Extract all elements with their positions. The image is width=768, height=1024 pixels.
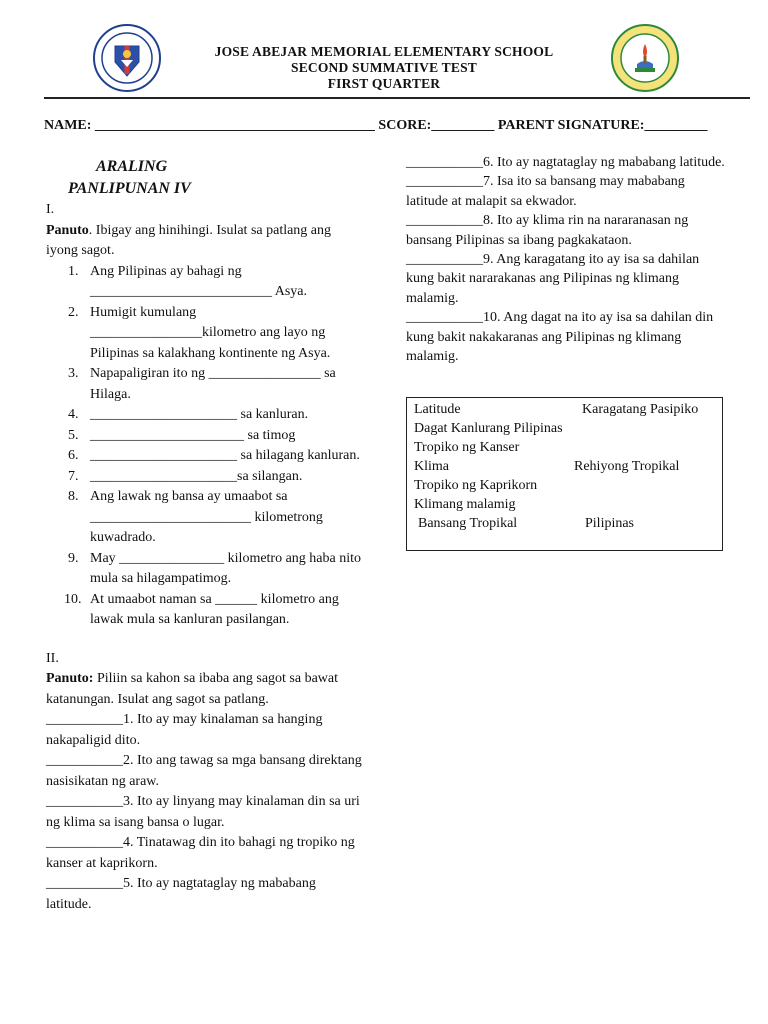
instructions-text: . Ibigay ang hinihingi. Isulat sa patlang ang iyong sagot. bbox=[46, 222, 332, 258]
part-2-instructions bbox=[46, 669, 364, 710]
answer-choice: Dagat Kanlurang Pilipinas bbox=[414, 421, 563, 436]
list-item: 8. Ang lawak ng bansa ay umaabot sa _______________________ kilometrong kuwadrado. bbox=[68, 489, 323, 545]
subject-title bbox=[46, 156, 364, 200]
question-item: ___________9. Ang karagatang ito ay isa sa dahilan kung bakit nararakanas ang Pilipinas ng klimang malamig. bbox=[406, 252, 700, 306]
subject-line-1: ARALING bbox=[96, 158, 168, 175]
part-1-list bbox=[46, 262, 364, 631]
list-item: 5. ______________________ sa timog bbox=[68, 427, 296, 443]
answer-choice: Tropiko ng Kanser bbox=[414, 440, 520, 455]
question-item: ___________10. Ang dagat na ito ay isa sa dahilan din kung bakit nakakaranas ang Pilipinas ng klimang malamig. bbox=[406, 310, 714, 365]
subject-line-2: PANLIPUNAN IV bbox=[68, 180, 191, 197]
answer-choice: Pilipinas bbox=[585, 516, 635, 531]
part-1-instructions bbox=[46, 221, 364, 262]
question-item: ___________2. Ito ang tawag sa mga bansang direktang nasisikatan ng araw. bbox=[46, 753, 362, 789]
header-divider bbox=[44, 97, 750, 99]
question-item: ___________8. Ito ay klima rin na nararanasan ng bansang Pilipinas sa ibang pagkakataon. bbox=[406, 213, 689, 248]
list-item: 10. At umaabot naman sa ______ kilometro ang lawak mula sa kanluran pasilangan. bbox=[64, 591, 339, 627]
document-header bbox=[0, 0, 768, 100]
answer-choice: Tropiko ng Kaprikorn bbox=[414, 478, 538, 493]
list-item: 3. Napapaligiran ito ng ________________ sa Hilaga. bbox=[68, 366, 336, 402]
answer-choice: Karagatang Pasipiko bbox=[582, 402, 699, 417]
list-item: 1. Ang Pilipinas ay bahagi ng __________________________ Asya. bbox=[68, 263, 307, 299]
question-item: ___________3. Ito ay linyang may kinalaman din sa uri ng klima sa isang bansa o lugar. bbox=[46, 794, 360, 830]
list-item: 2. Humigit kumulang ________________kilometro ang layo ng Pilipinas sa kalakhang kontinente ng Asya. bbox=[68, 304, 331, 361]
list-item: 6. _____________________ sa hilagang kanluran. bbox=[68, 448, 360, 463]
test-name: SECOND SUMMATIVE TEST bbox=[291, 60, 477, 75]
answer-choice: Klima bbox=[414, 459, 449, 474]
question-item: ___________6. Ito ay nagtataglay ng mababang latitude. bbox=[406, 155, 725, 170]
list-item: 9. May _______________ kilometro ang haba nito mula sa hilagampatimog. bbox=[68, 550, 362, 586]
answer-choice: Latitude bbox=[414, 402, 461, 417]
list-item: 4. _____________________ sa kanluran. bbox=[68, 407, 309, 422]
instructions-label: Panuto bbox=[46, 222, 89, 238]
part-2-number: II. bbox=[46, 650, 59, 666]
question-item: ___________7. Isa ito sa bansang may mababang latitude at malapit sa ekwador. bbox=[406, 174, 685, 209]
instructions-label: Panuto: bbox=[46, 671, 94, 686]
student-info-line: NAME: ________________________________________ SCORE:_________ PARENT SIGNATURE:_________ bbox=[44, 118, 708, 133]
instructions-text: Piliin sa kahon sa ibaba ang sagot sa bawat katanungan. Isulat ang sagot sa patlang. bbox=[46, 671, 339, 707]
part-1-number: I. bbox=[46, 202, 55, 217]
question-item: ___________4. Tinatawag din ito bahagi ng tropiko ng kanser at kaprikorn. bbox=[46, 835, 355, 871]
school-seal-icon bbox=[611, 24, 679, 92]
right-column bbox=[406, 153, 726, 366]
question-item: ___________1. Ito ay may kinalaman sa hanging nakapaligid dito. bbox=[46, 712, 323, 748]
question-item: ___________5. Ito ay nagtataglay ng mababang latitude. bbox=[46, 876, 316, 912]
answer-choice: Klimang malamig bbox=[414, 497, 516, 512]
answer-choice: Bansang Tropikal bbox=[418, 516, 518, 531]
left-column bbox=[46, 156, 364, 915]
list-item: 7. _____________________sa silangan. bbox=[68, 468, 303, 484]
quarter-label: FIRST QUARTER bbox=[327, 76, 441, 91]
school-name: JOSE ABEJAR MEMORIAL ELEMENTARY SCHOOL bbox=[214, 44, 554, 59]
answer-choices-box bbox=[406, 397, 723, 551]
answer-choice: Rehiyong Tropikal bbox=[574, 459, 680, 474]
